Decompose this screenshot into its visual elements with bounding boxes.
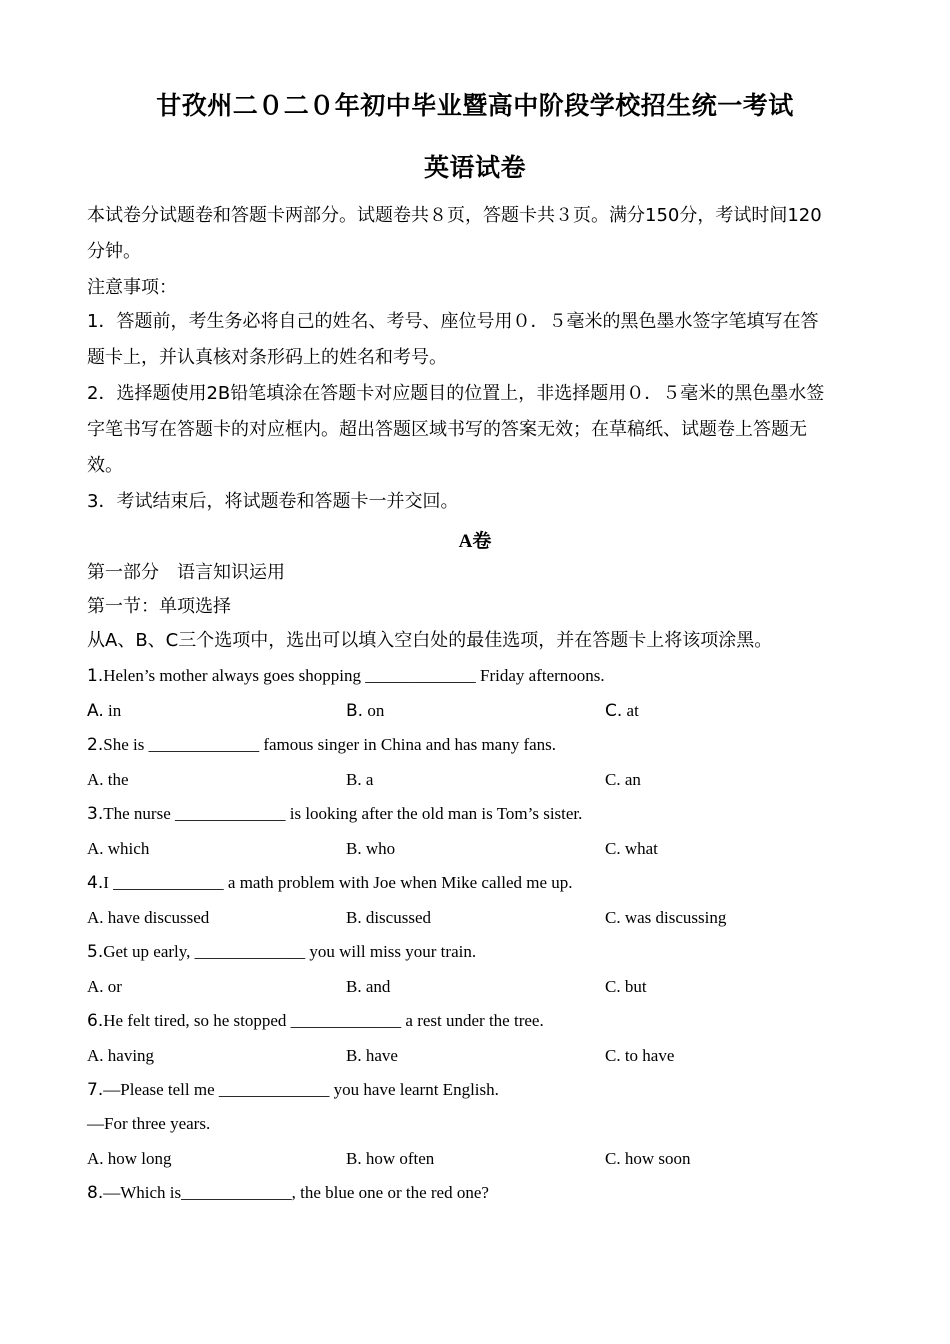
option-c: C. how soon: [605, 1149, 691, 1168]
instruction: 从A、B、C三个选项中，选出可以填入空白处的最佳选项，并在答题卡上将该项涂黑。: [87, 630, 773, 651]
question-number: 3.: [87, 804, 104, 824]
question-number: 6.: [87, 1011, 104, 1031]
note-2-line-3: 效。: [87, 455, 123, 476]
intro-line-2: 分钟。: [87, 241, 141, 262]
question-text: —Which is_____________, the blue one or the red one?: [103, 1183, 489, 1202]
note-3: 3．考试结束后，将试题卷和答题卡一并交回。: [87, 491, 459, 512]
option-a: A. having: [87, 1046, 155, 1065]
option-b: B. who: [346, 839, 396, 858]
option-c: C. an: [605, 770, 641, 789]
subsection-heading: 第一节：单项选择: [87, 596, 231, 617]
option-c: C. what: [605, 839, 658, 858]
question-text: The nurse _____________ is looking after the old man is Tom’s sister.: [103, 804, 583, 823]
question-4: [87, 873, 573, 893]
option-a: A. in: [87, 701, 122, 721]
option-b: B. have: [346, 1046, 398, 1065]
option-b: B. how often: [346, 1149, 435, 1168]
exam-title: 甘孜州二０二０年初中毕业暨高中阶段学校招生统一考试: [156, 91, 794, 120]
question-text: He felt tired, so he stopped _____________ a rest under the tree.: [103, 1011, 544, 1030]
question-number: 7.: [87, 1080, 104, 1100]
option-a: A. or: [87, 977, 122, 996]
option-b: B. a: [346, 770, 374, 789]
question-number: 5.: [87, 942, 104, 962]
exam-subtitle: 英语试卷: [423, 153, 526, 182]
option-a: A. how long: [87, 1149, 172, 1168]
question-6: [87, 1011, 544, 1031]
question-7-reply: —For three years.: [87, 1114, 211, 1133]
question-text: Helen’s mother always goes shopping _____________ Friday afternoons.: [103, 666, 605, 685]
option-b: B. and: [346, 977, 391, 996]
notes-label: 注意事项：: [87, 277, 177, 298]
question-1: [87, 666, 605, 686]
question-text: I _____________ a math problem with Joe when Mike called me up.: [103, 873, 573, 892]
note-1-line-2: 题卡上，并认真核对条形码上的姓名和考号。: [87, 347, 447, 368]
question-7: [87, 1080, 499, 1100]
question-number: 2.: [87, 735, 104, 755]
question-text: —Please tell me _____________ you have learnt English.: [103, 1080, 499, 1099]
question-text: She is _____________ famous singer in China and has many fans.: [103, 735, 557, 754]
question-number: 4.: [87, 873, 104, 893]
option-a: A. have discussed: [87, 908, 210, 927]
intro-line-1: 本试卷分试题卷和答题卡两部分。试题卷共８页，答题卡共３页。满分150分，考试时间120: [87, 205, 822, 226]
option-a: A. which: [87, 839, 150, 858]
question-number: 8.: [87, 1183, 104, 1203]
option-a: A. the: [87, 770, 129, 789]
question-3: [87, 804, 582, 824]
option-c: C. was discussing: [605, 908, 727, 927]
volume-label: A卷: [458, 531, 492, 552]
note-2-line-1: 2．选择题使用2B铅笔填涂在答题卡对应题目的位置上，非选择题用０．５毫米的黑色墨水签: [87, 383, 825, 404]
option-c: C. at: [605, 701, 639, 721]
question-number: 1.: [87, 666, 104, 686]
option-b: B. discussed: [346, 908, 431, 927]
part-heading: 第一部分 语言知识运用: [87, 562, 285, 583]
option-b: B. on: [346, 701, 385, 721]
question-2: [87, 735, 556, 755]
question-text: Get up early, _____________ you will miss your train.: [103, 942, 477, 961]
question-5: [87, 942, 476, 962]
note-1-line-1: 1．答题前，考生务必将自己的姓名、考号、座位号用０．５毫米的黑色墨水签字笔填写在答: [87, 311, 819, 332]
note-2-line-2: 字笔书写在答题卡的对应框内。超出答题区域书写的答案无效；在草稿纸、试题卷上答题无: [87, 419, 807, 440]
option-c: C. to have: [605, 1046, 675, 1065]
question-8: [87, 1183, 489, 1203]
option-c: C. but: [605, 977, 647, 996]
